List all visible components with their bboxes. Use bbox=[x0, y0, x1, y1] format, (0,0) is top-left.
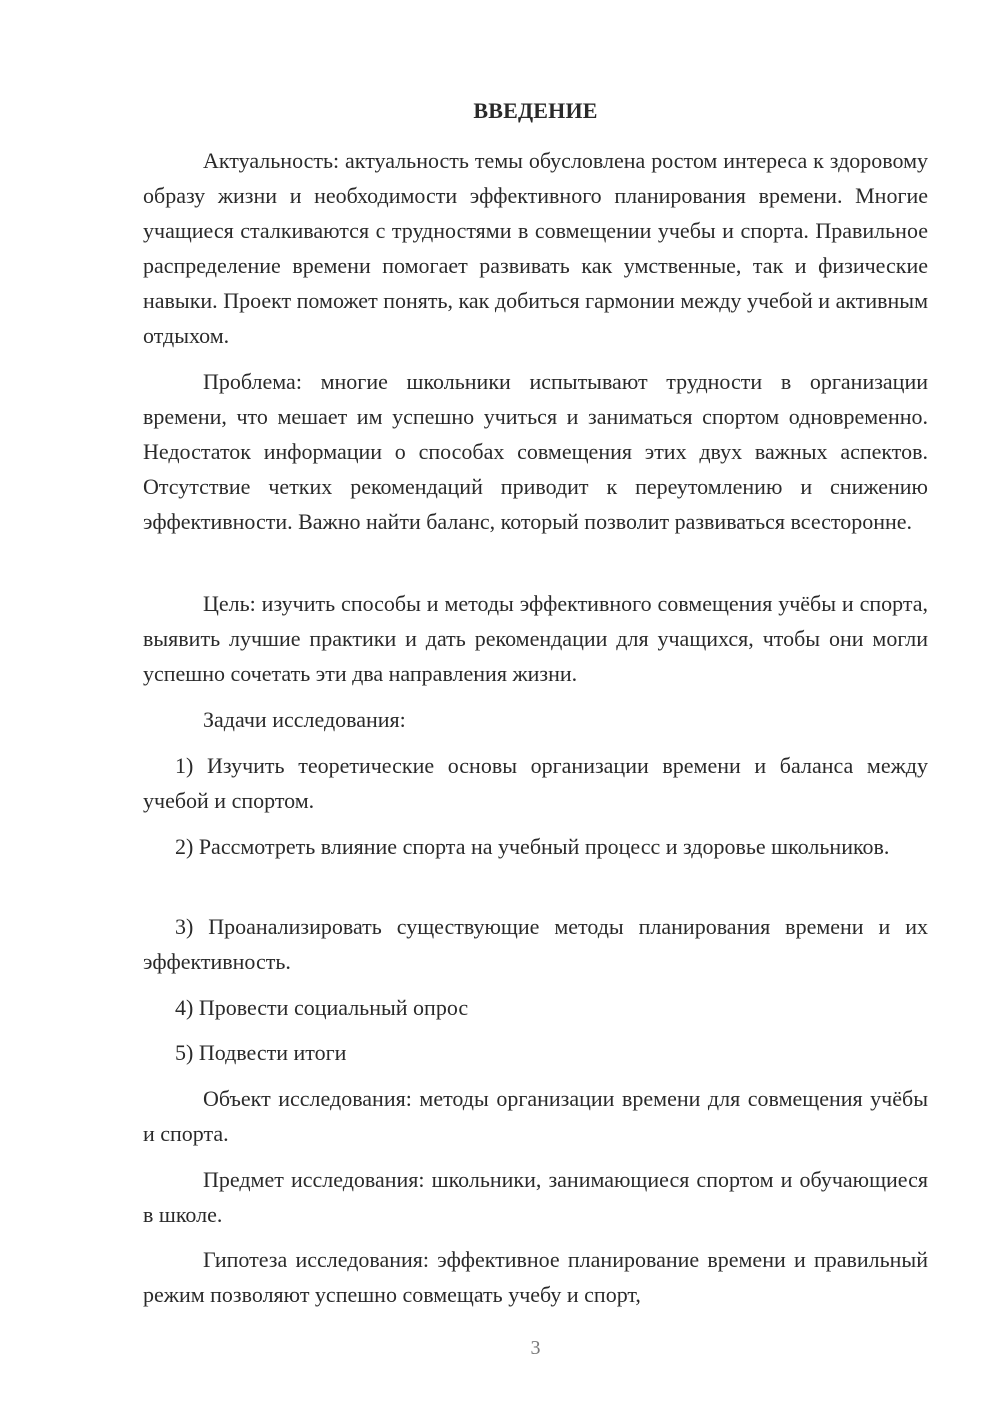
task-item-2: 2) Рассмотреть влияние спорта на учебный процесс и здоровье школьников. bbox=[175, 834, 890, 859]
paragraph-hypothesis: Гипотеза исследования: эффективное планирование времени и правильный режим позволяют успешно совмещать учебу и спорт, bbox=[143, 1247, 928, 1307]
paragraph-tasks-heading: Задачи исследования: bbox=[203, 707, 406, 732]
paragraph-object: Объект исследования: методы организации времени для совмещения учёбы и спорта. bbox=[143, 1086, 928, 1146]
paragraph-goal: Цель: изучить способы и методы эффективного совмещения учёбы и спорта, выявить лучшие практики и дать рекомендации для учащихся, чтобы они могли успешно сочетать эти два направления жизни. bbox=[143, 591, 928, 686]
task-item-3: 3) Проанализировать существующие методы планирования времени и их эффективность. bbox=[143, 914, 928, 974]
page-number: 3 bbox=[530, 1337, 541, 1359]
task-item-5: 5) Подвести итоги bbox=[175, 1040, 347, 1065]
page-title: ВВЕДЕНИЕ bbox=[473, 98, 598, 123]
paragraph-relevance: Актуальность: актуальность темы обусловлена ростом интереса к здоровому образу жизни и необходимости эффективного планирования времени. Многие учащиеся сталкиваются с трудностями в совмещении учебы и спорта. Правильное распределение времени помогает развивать как умственные, так и физические навыки. Проект поможет понять, как добиться гармонии между учебой и активным отдыхом. bbox=[143, 148, 928, 348]
task-item-1: 1) Изучить теоретические основы организации времени и баланса между учебой и спортом. bbox=[143, 753, 928, 813]
task-item-4: 4) Провести социальный опрос bbox=[175, 995, 469, 1020]
document-page bbox=[143, 0, 928, 1414]
paragraph-subject: Предмет исследования: школьники, занимающиеся спортом и обучающиеся в школе. bbox=[143, 1167, 928, 1227]
paragraph-problem: Проблема: многие школьники испытывают трудности в организации времени, что мешает им успешно учиться и заниматься спортом одновременно. Недостаток информации о способах совмещения этих двух важных аспектов. Отсутствие четких рекомендаций приводит к переутомлению и снижению эффективности. Важно найти баланс, который позволит развиваться всесторонне. bbox=[143, 369, 928, 534]
